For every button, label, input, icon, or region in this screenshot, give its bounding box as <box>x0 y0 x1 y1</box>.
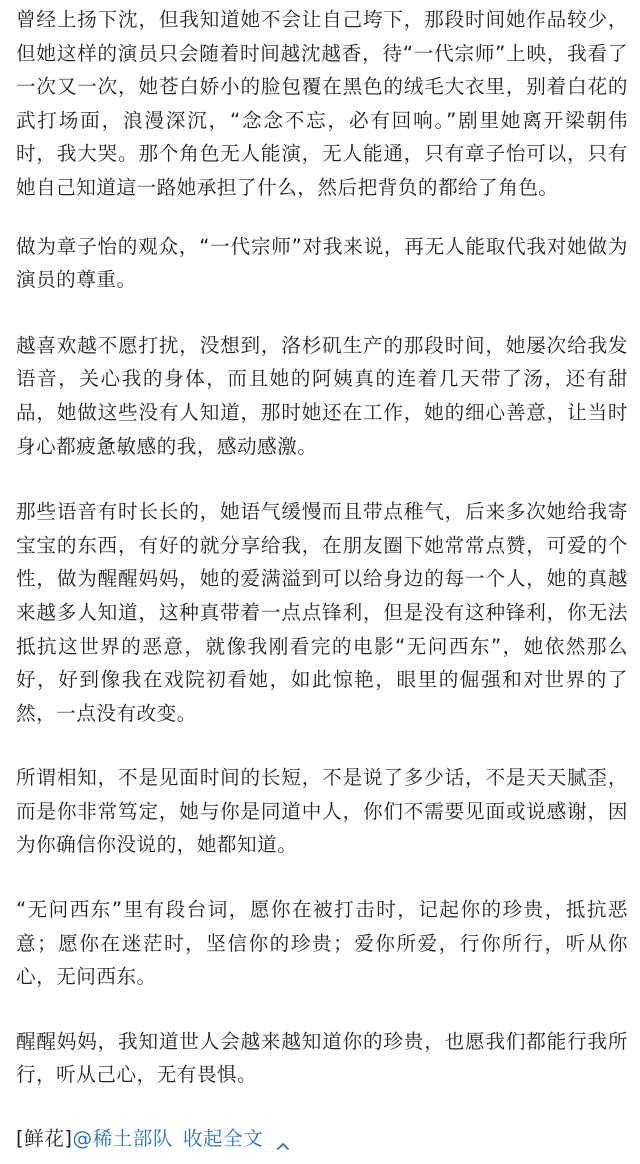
article-paragraph-4: 那些语音有时长长的，她语气缓慢而且带点稚气，后来多次她给我寄宝宝的东西，有好的就分享给我，在朋友圈下她常常点赞，可爱的个性，做为醒醒妈妈，她的爱满溢到可以给身边的每一个人，她的真越来越多人知道，这种真带着一点点锋利，但是没有这种锋利，你无法抵抗这世界的恶意，就像我刚看完的电影“无问西东”，她依然那么好，好到像我在戏院初看她，如此惊艳，眼里的倔强和对世界的了然，一点没有改变。 <box>16 500 628 725</box>
article-paragraph-3: 越喜欢越不愿打扰，没想到，洛杉矶生产的那段时间，她屡次给我发语音，关心我的身体，而且她的阿姨真的连着几天带了汤，还有甜品，她做这些没有人知道，那时她还在工作，她的细心善意，让当时身心都疲惫敏感的我，感动感激。 <box>16 333 628 458</box>
article-paragraph-7: 醒醒妈妈，我知道世人会越来越知道你的珍贵，也愿我们都能行我所行，听从己心，无有畏惧。 <box>16 1029 628 1087</box>
author-mention-link[interactable]: @稀土部队 <box>72 1127 173 1151</box>
collapse-text-button[interactable]: 收起全文 <box>182 1127 264 1151</box>
article-paragraph-5: 所谓相知，不是见面时间的长短，不是说了多少话，不是天天腻歪，而是你非常笃定，她与你是同道中人，你们不需要见面或说感谢，因为你确信你没说的，她都知道。 <box>16 766 628 857</box>
chevron-up-icon[interactable] <box>275 1131 291 1147</box>
article-paragraph-6: “无问西东”里有段台词，愿你在被打击时，记起你的珍贵，抵抗恶意；愿你在迷茫时，坚信你的珍贵；爱你所爱，行你所行，听从你心，无问西东。 <box>16 898 628 989</box>
article-paragraph-2: 做为章子怡的观众，“一代宗师”对我来说，再无人能取代我对她做为演员的尊重。 <box>16 234 628 292</box>
article-body <box>16 3 628 1156</box>
article-paragraph-1: 曾经上扬下沈，但我知道她不会让自己垮下，那段时间她作品较少，但她这样的演员只会随着时间越沈越香，待“一代宗师”上映，我看了一次又一次，她苍白娇小的脸包覆在黑色的绒毛大衣里，别着白花的武打场面，浪漫深沉，“念念不忘，必有回响。”剧里她离开梁朝伟时，我大哭。那个角色无人能演，无人能通，只有章子怡可以，只有她自己知道這一路她承担了什么，然后把背负的都给了角色。 <box>16 8 628 199</box>
post-footer <box>16 1122 628 1156</box>
flower-emoji-tag: [鲜花] <box>16 1127 73 1151</box>
